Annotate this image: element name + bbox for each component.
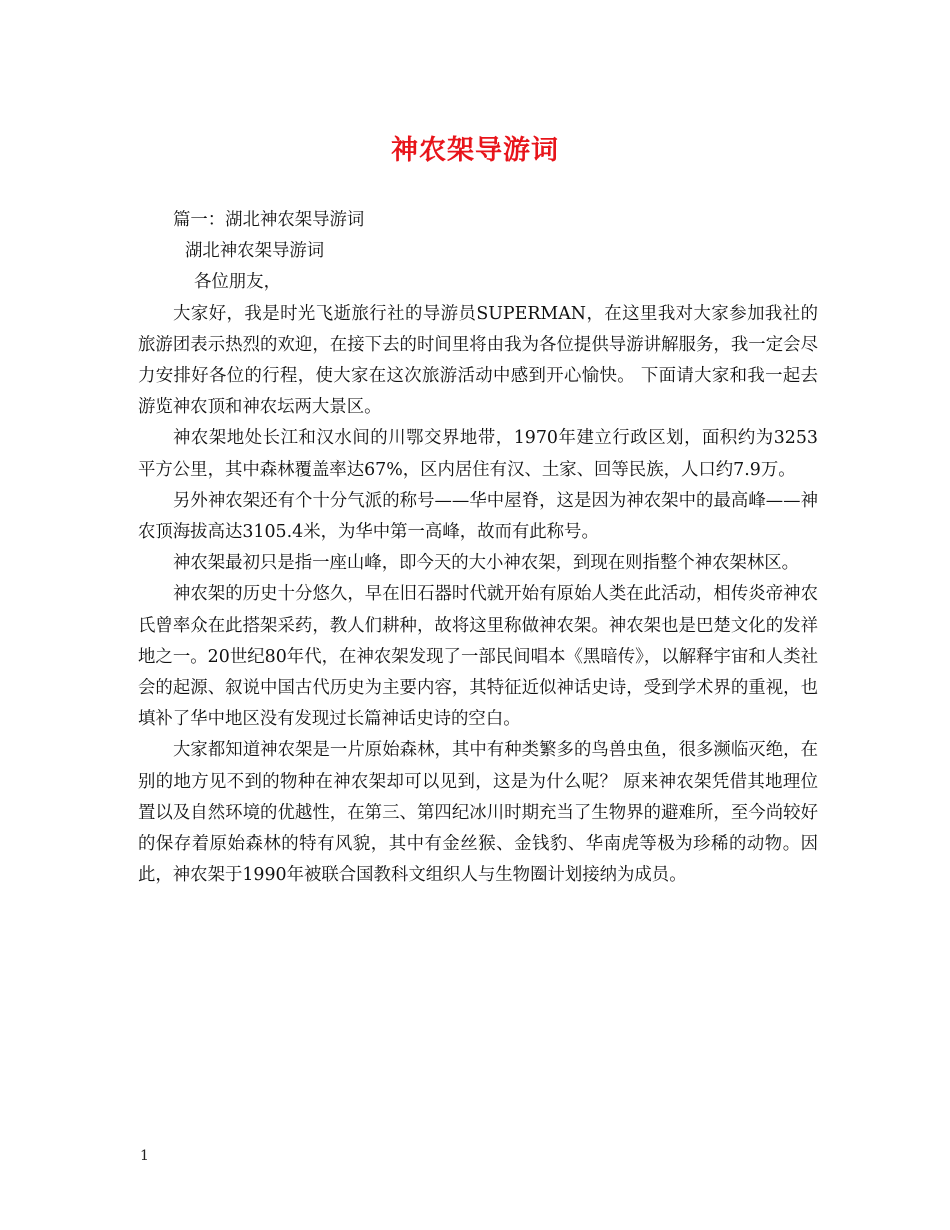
paragraph: 神农架的历史十分悠久，早在旧石器时代就开始有原始人类在此活动，相传炎帝神农氏曾率众在此搭架采药，教人们耕种，故将这里称做神农架。神农架也是巴楚文化的发祥地之一。20世纪80年代，在神农架发现了一部民间唱本《黑暗传》，以解释宇宙和人类社会的起源、叙说中国古代历史为主要内容，其特征近似神话史诗，受到学术界的重视，也填补了华中地区没有发现过长篇神话史诗的空白。 bbox=[138, 584, 818, 730]
paragraph: 神农架最初只是指一座山峰，即今天的大小神农架，到现在则指整个神农架林区。 bbox=[173, 553, 800, 574]
paragraph: 大家都知道神农架是一片原始森林，其中有种类繁多的鸟兽虫鱼，很多濒临灭绝，在别的地方见不到的物种在神农架却可以见到，这是为什么呢？ 原来神农架凭借其地理位置以及自然环境的优越性，在第三、第四纪冰川时期充当了生物界的避难所，至今尚较好的保存着原始森林的特有风貌，其中有金丝猴、金钱豹、华南虎等极为珍稀的动物。因此，神农架于1990年被联合国教科文组织人与生物圈计划接纳为成员。 bbox=[138, 740, 818, 886]
greeting: 各位朋友， bbox=[194, 272, 281, 293]
paragraph: 另外神农架还有个十分气派的称号——华中屋脊，这是因为神农架中的最高峰——神农顶海拔高达3105.4米，为华中第一高峰，故而有此称号。 bbox=[138, 490, 818, 543]
document-body bbox=[138, 205, 818, 891]
article-heading: 湖北神农架导游词 bbox=[185, 241, 325, 262]
section-heading: 篇一：湖北神农架导游词 bbox=[173, 210, 365, 230]
paragraph: 神农架地处长江和汉水间的川鄂交界地带，1970年建立行政区划，面积约为3253平方公里，其中森林覆盖率达67%，区内居住有汉、土家、回等民族，人口约7.9万。 bbox=[138, 428, 818, 480]
paragraph: 大家好，我是时光飞逝旅行社的导游员SUPERMAN，在这里我对大家参加我社的旅游团表示热烈的欢迎，在接下去的时间里将由我为各位提供导游讲解服务，我一定会尽力安排好各位的行程，使大家在这次旅游活动中感到开心愉快。 下面请大家和我一起去游览神农顶和神农坛两大景区。 bbox=[138, 303, 818, 418]
page-number: 1 bbox=[140, 1148, 149, 1164]
document-title: 神农架导游词 bbox=[391, 135, 559, 166]
